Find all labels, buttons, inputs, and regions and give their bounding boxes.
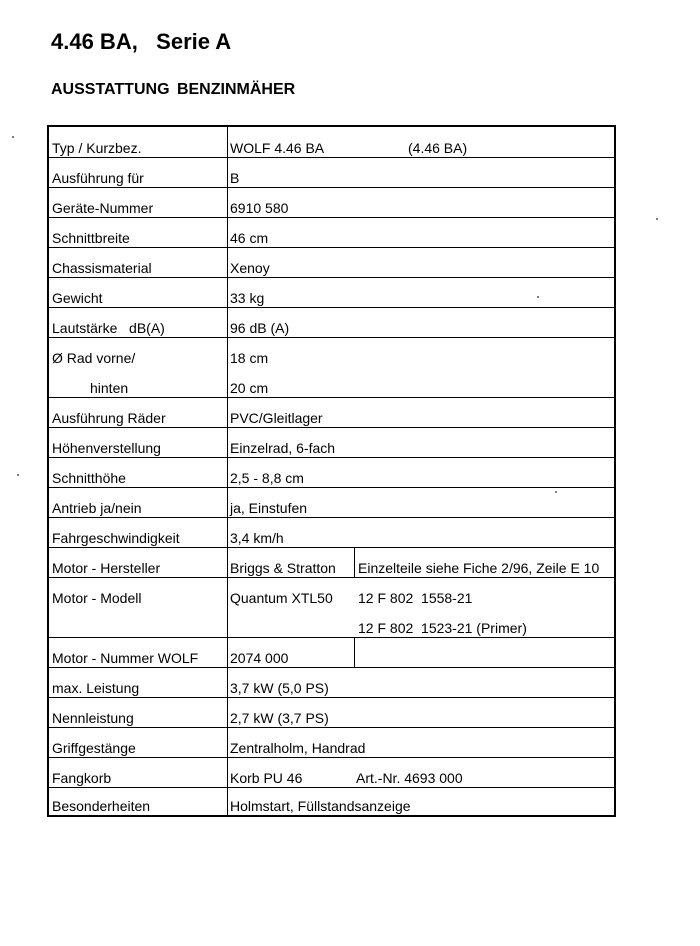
- row-label: Antrieb ja/nein: [52, 500, 142, 516]
- table-row: [49, 398, 614, 428]
- row-label: Typ / Kurzbez.: [52, 140, 142, 156]
- row-label: Ø Rad vorne/ hinten: [52, 350, 136, 396]
- table-row: [49, 338, 614, 398]
- scan-speck: [12, 136, 14, 138]
- row-value: Einzelrad, 6-fach: [227, 428, 614, 457]
- row-extra: (4.46 BA): [408, 140, 468, 156]
- row-label: Motor - Modell: [52, 590, 142, 606]
- table-row: [49, 728, 614, 758]
- column-divider: [354, 548, 355, 577]
- table-row: [49, 758, 614, 788]
- row-value: Xenoy: [227, 248, 614, 277]
- row-value: ja, Einstufen: [227, 488, 614, 517]
- table-row: [49, 188, 614, 218]
- row-value: Holmstart, Füllstandsanzeige: [227, 788, 614, 815]
- table-row: [49, 488, 614, 518]
- table-row: [49, 428, 614, 458]
- table-row: [49, 788, 614, 815]
- row-value: 96 dB (A): [227, 308, 614, 337]
- table-row: [49, 278, 614, 308]
- row-label: Lautstärke dB(A): [52, 320, 165, 336]
- table-row: [49, 127, 614, 158]
- row-value: PVC/Gleitlager: [227, 398, 614, 427]
- row-value: 18 cm 20 cm: [227, 338, 614, 397]
- spec-table: [47, 125, 616, 817]
- scan-speck: [537, 296, 539, 298]
- row-label: Geräte-Nummer: [52, 200, 154, 216]
- scan-speck: [17, 474, 19, 476]
- row-value: 2,5 - 8,8 cm: [227, 458, 614, 487]
- row-extra: 12 F 802 1558-21: [358, 590, 473, 606]
- row-label: Fahrgeschwindigkeit: [52, 530, 180, 546]
- table-row: [49, 308, 614, 338]
- table-row: [49, 158, 614, 188]
- row-extra: Art.-Nr. 4693 000: [356, 770, 463, 786]
- table-row: [49, 248, 614, 278]
- column-divider: [354, 638, 355, 667]
- page-title: 4.46 BA, Serie A: [51, 29, 232, 54]
- row-label: Fangkorb: [52, 770, 112, 786]
- row-value: 46 cm: [227, 218, 614, 247]
- row-value: B: [227, 158, 614, 187]
- row-label: Motor - Hersteller: [52, 560, 161, 576]
- row-label: Schnitthöhe: [52, 470, 126, 486]
- row-value: 2074 000: [227, 638, 614, 667]
- row-label: max. Leistung: [52, 680, 140, 696]
- table-row: [49, 668, 614, 698]
- table-row: [49, 578, 614, 638]
- row-label: Ausführung für: [52, 170, 144, 186]
- row-label-secondary: hinten: [90, 380, 129, 396]
- row-value: Korb PU 46 Art.-Nr. 4693 000: [227, 758, 614, 787]
- row-extra: Einzelteile siehe Fiche 2/96, Zeile E 10: [358, 560, 600, 576]
- table-row: [49, 548, 614, 578]
- row-label: Motor - Nummer WOLF: [52, 650, 199, 666]
- row-label: Höhenverstellung: [52, 440, 161, 456]
- row-value: Briggs & Stratton Einzelteile siehe Fiche 2/96, Zeile E 10: [227, 548, 614, 577]
- table-row: [49, 698, 614, 728]
- row-label: Nennleistung: [52, 710, 134, 726]
- row-label: Schnittbreite: [52, 230, 130, 246]
- row-label: Besonderheiten: [52, 798, 151, 814]
- row-value: WOLF 4.46 BA (4.46 BA): [227, 127, 614, 157]
- row-label: Griffgestänge: [52, 740, 136, 756]
- scan-speck: [656, 218, 658, 220]
- row-extra-secondary: 12 F 802 1523-21 (Primer): [358, 620, 527, 636]
- table-row: [49, 218, 614, 248]
- row-label: Chassismaterial: [52, 260, 152, 276]
- row-label: Ausführung Räder: [52, 410, 166, 426]
- row-label: Gewicht: [52, 290, 103, 306]
- scan-speck: [555, 491, 557, 493]
- table-row: [49, 458, 614, 488]
- row-value-secondary: 20 cm: [230, 380, 269, 396]
- row-value: 33 kg: [227, 278, 614, 307]
- row-value: Quantum XTL50 12 F 802 1558-21 12 F 802 1523-21 (Primer): [227, 578, 614, 637]
- table-row: [49, 518, 614, 548]
- row-value: 3,4 km/h: [227, 518, 614, 547]
- section-title: AUSSTATTUNG BENZINMÄHER: [51, 81, 296, 98]
- row-value: 3,7 kW (5,0 PS): [227, 668, 614, 697]
- row-value: 6910 580: [227, 188, 614, 217]
- row-value: Zentralholm, Handrad: [227, 728, 614, 757]
- table-row: [49, 638, 614, 668]
- row-value: 2,7 kW (3,7 PS): [227, 698, 614, 727]
